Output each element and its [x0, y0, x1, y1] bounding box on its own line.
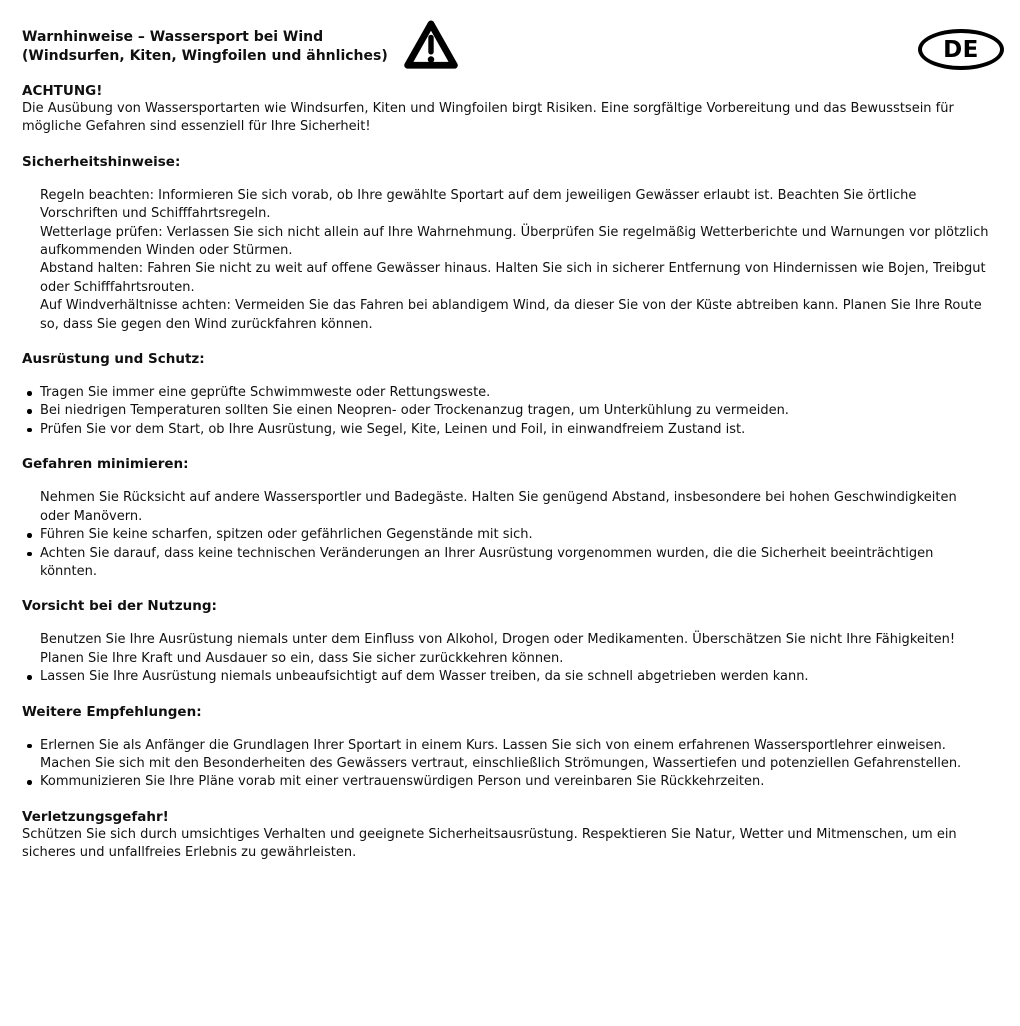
list-item-text: Nehmen Sie Rücksicht auf andere Wassersportler und Badegäste. Halten Sie genügend Abstand, insbesondere bei hohen Geschwindigkeiten oder Manövern. — [40, 490, 957, 524]
section-paragraph: Schützen Sie sich durch umsichtiges Verhalten und geeignete Sicherheitsausrüstung. Respektieren Sie Natur, Wetter und Mitmenschen, um ein sicheres und unfallfreies Erlebnis zu gewährleisten. — [22, 826, 957, 861]
document-header — [22, 28, 990, 66]
section-item-list — [22, 384, 990, 439]
list-item-text: Bei niedrigen Temperaturen sollten Sie einen Neopren- oder Trockenanzug tragen, um Unterkühlung zu vermeiden. — [40, 403, 789, 419]
page-title-line1: Warnhinweise – Wassersport bei Wind — [22, 29, 324, 45]
section-sicherheitshinweise — [22, 153, 990, 334]
bullet-icon — [27, 552, 32, 557]
section-heading: Ausrüstung und Schutz: — [22, 351, 205, 368]
section-paragraph: Die Ausübung von Wassersportarten wie Windsurfen, Kiten und Wingfoilen birgt Risiken. Eine sorgfältige Vorbereitung und das Bewusstsein für mögliche Gefahren sind essenziell für Ihre Sicherheit! — [22, 101, 954, 135]
list-item-text: Prüfen Sie vor dem Start, ob Ihre Ausrüstung, wie Segel, Kite, Leinen und Foil, in einwandfreiem Zustand ist. — [40, 421, 746, 437]
list-item — [22, 755, 990, 773]
section-heading: Sicherheitshinweise: — [22, 153, 181, 170]
list-item-text: Wetterlage prüfen: Verlassen Sie sich nicht allein auf Ihre Wahrnehmung. Überprüfen Sie regelmäßig Wetterberichte und Warnungen vor plötzlich aufkommenden Winden oder Stürmen. — [40, 224, 989, 259]
section-verletzungsgefahr — [22, 808, 990, 863]
section-gefahren-minimieren — [22, 455, 990, 581]
list-item — [22, 187, 990, 224]
bullet-icon — [27, 744, 32, 749]
section-item-list — [22, 631, 990, 686]
section-item-list — [22, 187, 990, 334]
section-heading: Verletzungsgefahr! — [22, 808, 169, 825]
bullet-icon — [27, 780, 32, 785]
list-item-text: Führen Sie keine scharfen, spitzen oder gefährlichen Gegenstände mit sich. — [40, 527, 533, 543]
bullet-icon — [27, 533, 32, 538]
section-achtung — [22, 82, 990, 137]
section-vorsicht-bei-der-nutzung — [22, 597, 990, 686]
section-heading: Weitere Empfehlungen: — [22, 703, 202, 720]
section-weitere-empfehlungen — [22, 703, 990, 792]
section-ausruestung-und-schutz — [22, 350, 990, 439]
page-title-line2: (Windsurfen, Kiten, Wingfoilen und ähnliches) — [22, 48, 388, 64]
list-item — [22, 489, 990, 526]
warning-triangle-icon — [404, 19, 458, 76]
section-item-list — [22, 489, 990, 581]
list-item-text: Erlernen Sie als Anfänger die Grundlagen Ihrer Sportart in einem Kurs. Lassen Sie sich von einem erfahrenen Wassersportlehrer einweisen. — [40, 737, 946, 753]
language-badge-label: DE — [943, 36, 979, 63]
section-heading: Gefahren minimieren: — [22, 456, 189, 473]
list-item — [22, 737, 990, 755]
list-item-text: Abstand halten: Fahren Sie nicht zu weit auf offene Gewässer hinaus. Halten Sie sich in sicherer Entfernung von Hindernissen wie Bojen, Treibgut oder Schifffahrtsrouten. — [40, 261, 986, 295]
list-item — [22, 260, 990, 297]
list-item — [22, 421, 990, 439]
list-item-text: Tragen Sie immer eine geprüfte Schwimmweste oder Rettungsweste. — [40, 385, 491, 401]
list-item — [22, 402, 990, 420]
list-item-text: Machen Sie sich mit den Besonderheiten des Gewässers vertraut, einschließlich Strömungen, Wassertiefen und potenziellen Gefahrenstellen. — [40, 755, 962, 771]
bullet-icon — [27, 391, 32, 396]
bullet-icon — [27, 409, 32, 414]
list-item — [22, 384, 990, 402]
list-item-text: Regeln beachten: Informieren Sie sich vorab, ob Ihre gewählte Sportart auf dem jeweiligen Gewässer erlaubt ist. Beachten Sie örtliche Vorschriften und Schifffahrtsregeln. — [40, 187, 917, 222]
bullet-icon — [27, 428, 32, 433]
section-heading: Vorsicht bei der Nutzung: — [22, 598, 217, 615]
list-item — [22, 297, 990, 334]
list-item-text: Auf Windverhältnisse achten: Vermeiden Sie das Fahren bei ablandigem Wind, da dieser Sie von der Küste abtreiben kann. Planen Sie Ihre Route so, dass Sie gegen den Wind zurückfahren können. — [40, 298, 982, 332]
language-badge — [918, 29, 1004, 70]
list-item-text: Lassen Sie Ihre Ausrüstung niemals unbeaufsichtigt auf dem Wasser treiben, da sie schnell abgetrieben werden kann. — [40, 669, 809, 685]
section-item-list — [22, 737, 990, 792]
list-item — [22, 668, 990, 686]
list-item-text: Achten Sie darauf, dass keine technischen Veränderungen an Ihrer Ausrüstung vorgenommen wurden, die die Sicherheit beeinträchtigen könnten. — [40, 545, 934, 579]
list-item — [22, 773, 990, 791]
section-heading: ACHTUNG! — [22, 83, 103, 99]
list-item — [22, 631, 990, 668]
list-item-text: Kommunizieren Sie Ihre Pläne vorab mit einer vertrauenswürdigen Person und vereinbaren Sie Rückkehrzeiten. — [40, 774, 765, 790]
bullet-icon — [27, 675, 32, 680]
list-item-text: Benutzen Sie Ihre Ausrüstung niemals unter dem Einfluss von Alkohol, Drogen oder Medikamenten. Überschätzen Sie nicht Ihre Fähigkeiten! Planen Sie Ihre Kraft und Ausdauer so ein, dass Sie sicher zurückkehren können. — [40, 632, 956, 666]
list-item — [22, 545, 990, 582]
list-item — [22, 224, 990, 261]
list-item — [22, 526, 990, 544]
